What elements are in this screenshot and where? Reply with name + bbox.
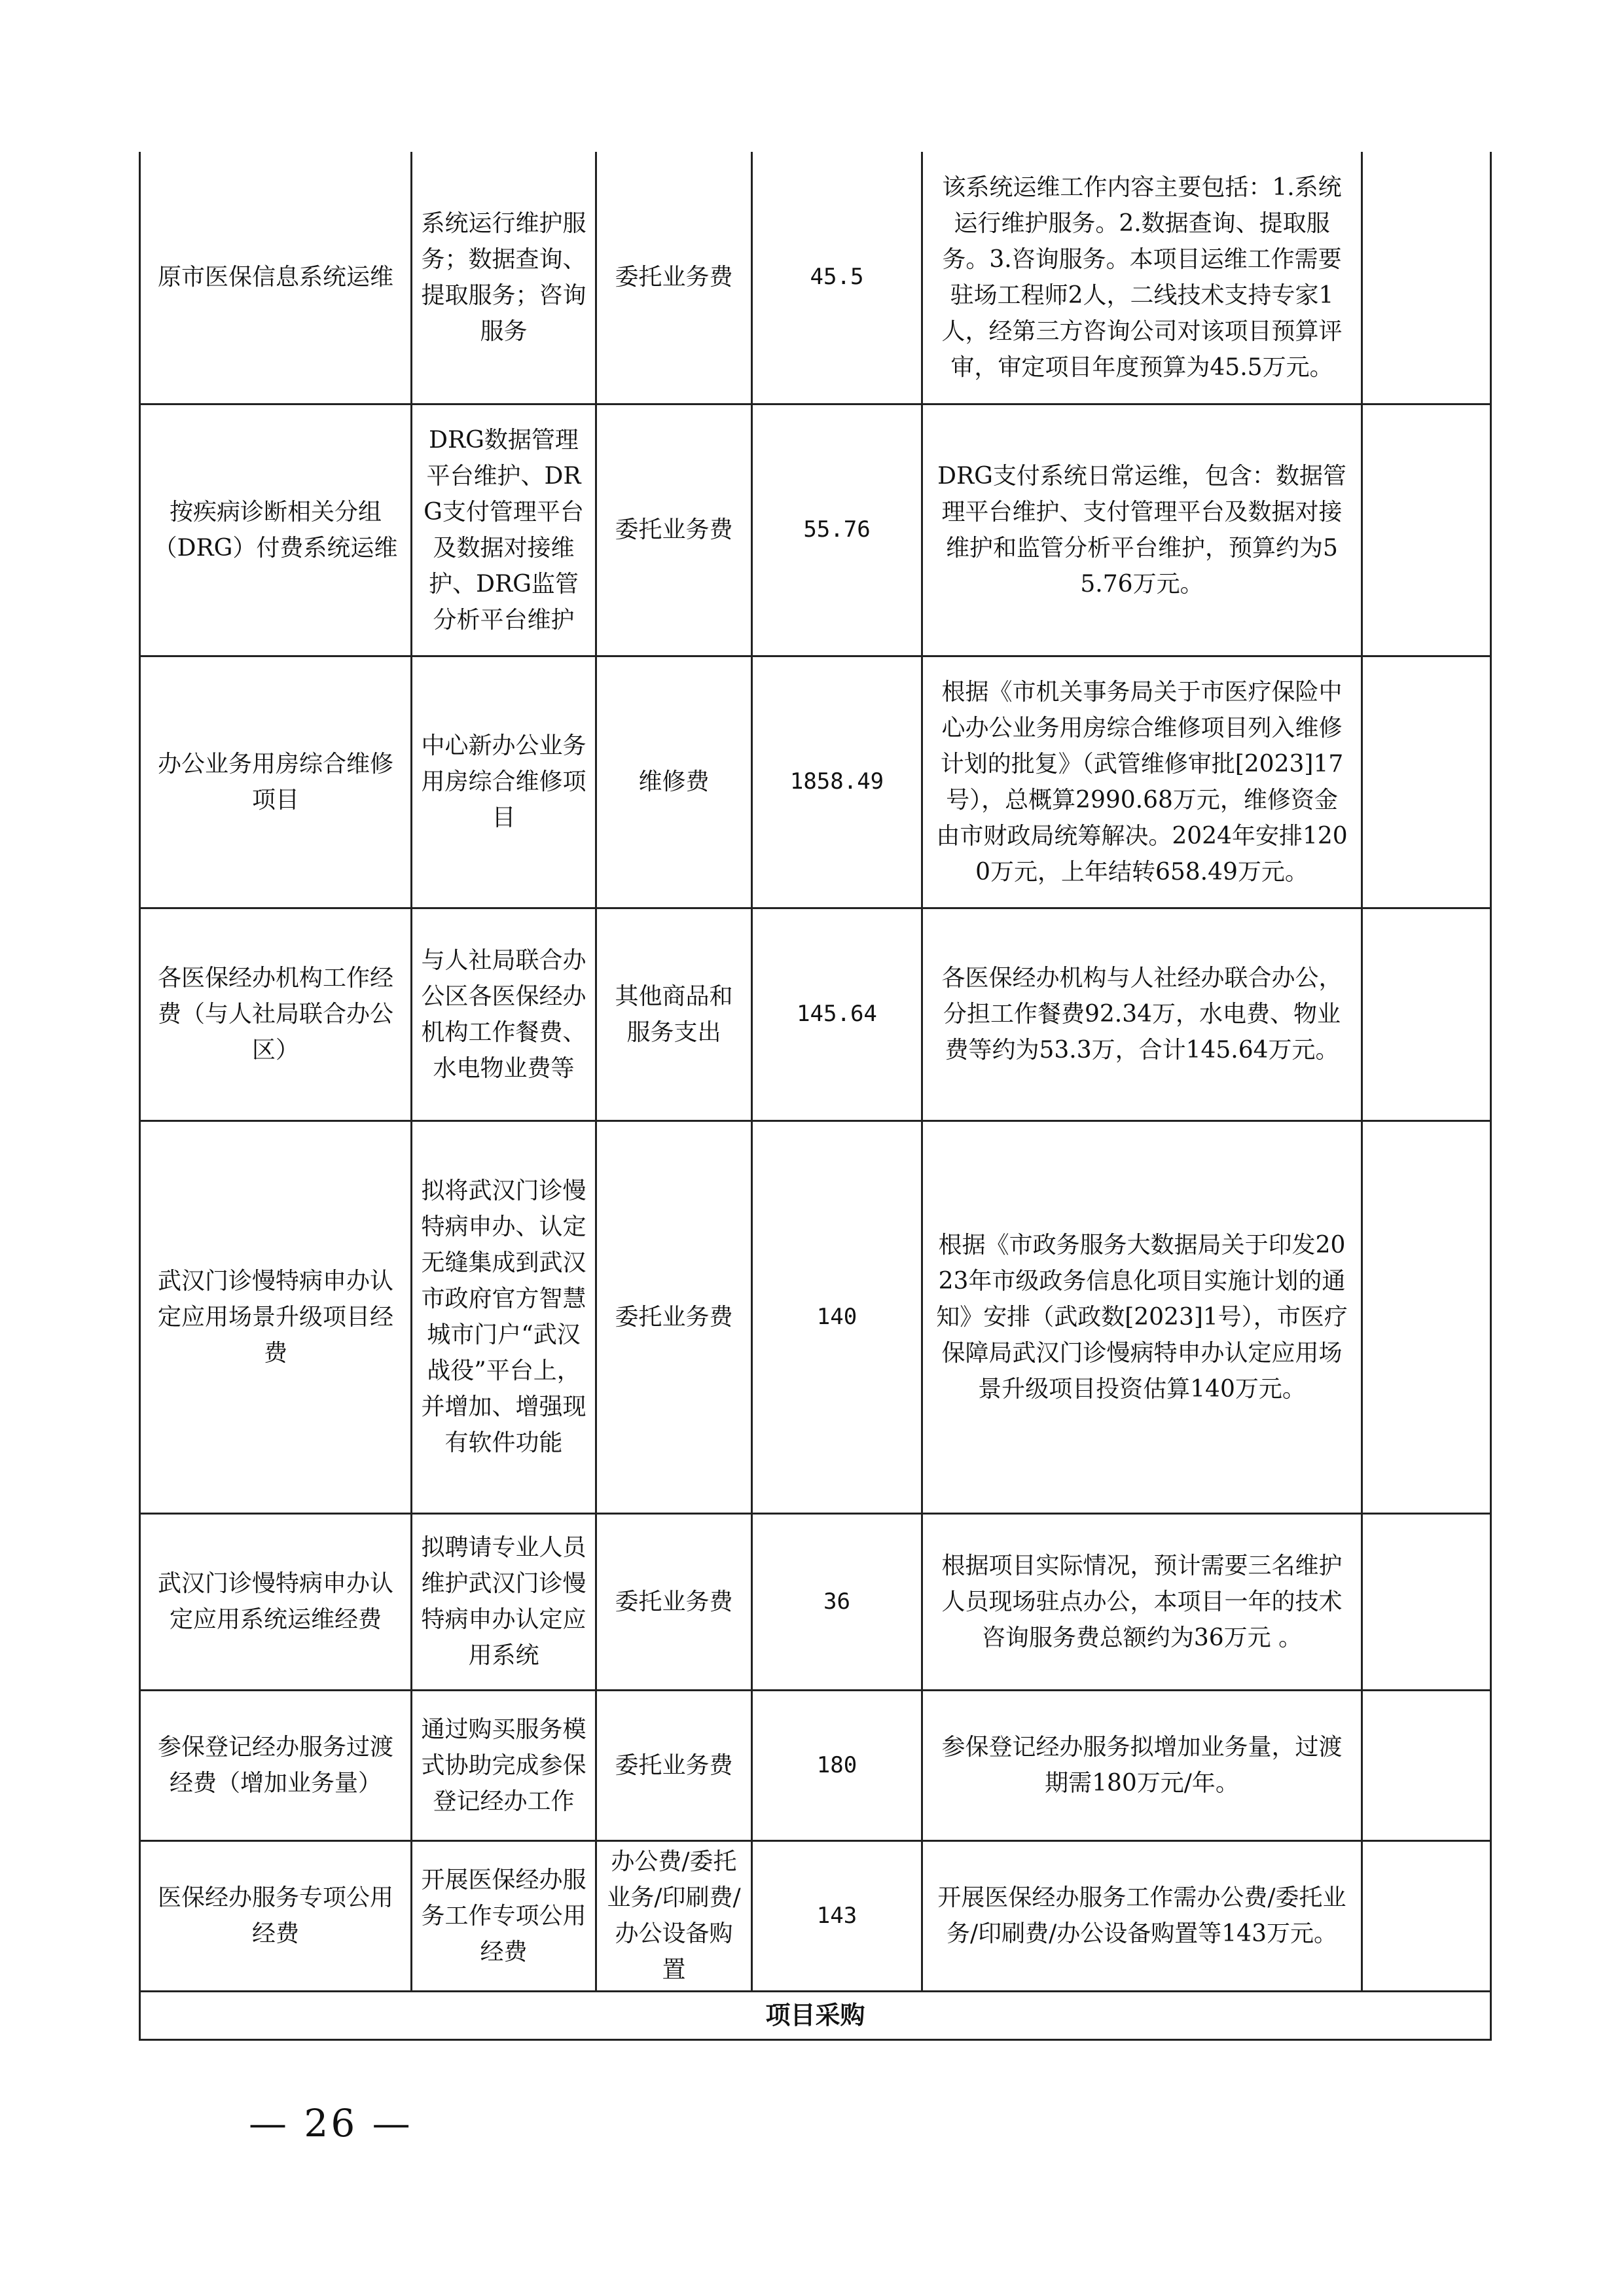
table-row [140,1840,1491,1991]
basis-cell: 根据《市政务服务大数据局关于印发2023年市级政务信息化项目实施计划的通知》安排（武政数[2023]1号），市医疗保障局武汉门诊慢病特申办认定应用场景升级项目投资估算140万元。 [922,1121,1362,1513]
project-name-cell: 办公业务用房综合维修项目 [140,656,412,908]
table-row [140,656,1491,908]
page-number: — 26 — [249,2101,413,2145]
project-content-cell: DRG数据管理平台维护、DRG支付管理平台及数据对接维护、DRG监管分析平台维护 [412,404,596,656]
note-cell [1362,404,1491,656]
amount-cell: 55.76 [752,404,922,656]
section-row [140,1991,1491,2039]
table-row [140,1690,1491,1840]
project-content-cell: 开展医保经办服务工作专项公用经费 [412,1840,596,1991]
project-name-cell: 原市医保信息系统运维 [140,152,412,404]
budget-table [139,152,1492,2041]
table-row [140,1121,1491,1513]
project-content-cell: 拟聘请专业人员维护武汉门诊慢特病申办认定应用系统 [412,1513,596,1690]
project-name-cell: 按疾病诊断相关分组（DRG）付费系统运维 [140,404,412,656]
project-content-cell: 拟将武汉门诊慢特病申办、认定无缝集成到武汉市政府官方智慧城市门户“武汉战役”平台上，并增加、增强现有软件功能 [412,1121,596,1513]
basis-cell: 各医保经办机构与人社经办联合办公，分担工作餐费92.34万，水电费、物业费等约为53.3万，合计145.64万元。 [922,908,1362,1121]
project-content-cell: 中心新办公业务用房综合维修项目 [412,656,596,908]
amount-cell: 45.5 [752,152,922,404]
amount-cell: 180 [752,1690,922,1840]
note-cell [1362,152,1491,404]
expense-type-cell: 办公费/委托业务/印刷费/办公设备购置 [596,1840,752,1991]
amount-cell: 1858.49 [752,656,922,908]
note-cell [1362,1513,1491,1690]
table-row [140,908,1491,1121]
basis-cell: 根据《市机关事务局关于市医疗保险中心办公业务用房综合维修项目列入维修计划的批复》（武管维修审批[2023]17号），总概算2990.68万元，维修资金由市财政局统筹解决。2024年安排1200万元，上年结转658.49万元。 [922,656,1362,908]
amount-cell: 145.64 [752,908,922,1121]
expense-type-cell: 委托业务费 [596,152,752,404]
note-cell [1362,908,1491,1121]
amount-cell: 140 [752,1121,922,1513]
project-name-cell: 医保经办服务专项公用经费 [140,1840,412,1991]
project-name-cell: 武汉门诊慢特病申办认定应用系统运维经费 [140,1513,412,1690]
table-row [140,152,1491,404]
amount-cell: 36 [752,1513,922,1690]
note-cell [1362,656,1491,908]
table-row [140,404,1491,656]
project-name-cell: 各医保经办机构工作经费（与人社局联合办公区） [140,908,412,1121]
basis-cell: 该系统运维工作内容主要包括：1.系统运行维护服务。2.数据查询、提取服务。3.咨询服务。本项目运维工作需要驻场工程师2人，二线技术支持专家1人，经第三方咨询公司对该项目预算评审，审定项目年度预算为45.5万元。 [922,152,1362,404]
project-name-cell: 参保登记经办服务过渡经费（增加业务量） [140,1690,412,1840]
basis-cell: 根据项目实际情况，预计需要三名维护人员现场驻点办公，本项目一年的技术咨询服务费总额约为36万元 。 [922,1513,1362,1690]
note-cell [1362,1840,1491,1991]
table-row [140,1513,1491,1690]
basis-cell: DRG支付系统日常运维，包含：数据管理平台维护、支付管理平台及数据对接维护和监管分析平台维护，预算约为55.76万元。 [922,404,1362,656]
expense-type-cell: 委托业务费 [596,1121,752,1513]
project-content-cell: 通过购买服务模式协助完成参保登记经办工作 [412,1690,596,1840]
note-cell [1362,1121,1491,1513]
section-title: 项目采购 [140,1991,1491,2039]
amount-cell: 143 [752,1840,922,1991]
note-cell [1362,1690,1491,1840]
expense-type-cell: 委托业务费 [596,1513,752,1690]
expense-type-cell: 维修费 [596,656,752,908]
expense-type-cell: 委托业务费 [596,404,752,656]
project-content-cell: 系统运行维护服务；数据查询、提取服务；咨询服务 [412,152,596,404]
project-content-cell: 与人社局联合办公区各医保经办机构工作餐费、水电物业费等 [412,908,596,1121]
expense-type-cell: 其他商品和服务支出 [596,908,752,1121]
project-name-cell: 武汉门诊慢特病申办认定应用场景升级项目经费 [140,1121,412,1513]
expense-type-cell: 委托业务费 [596,1690,752,1840]
basis-cell: 参保登记经办服务拟增加业务量，过渡期需180万元/年。 [922,1690,1362,1840]
basis-cell: 开展医保经办服务工作需办公费/委托业务/印刷费/办公设备购置等143万元。 [922,1840,1362,1991]
